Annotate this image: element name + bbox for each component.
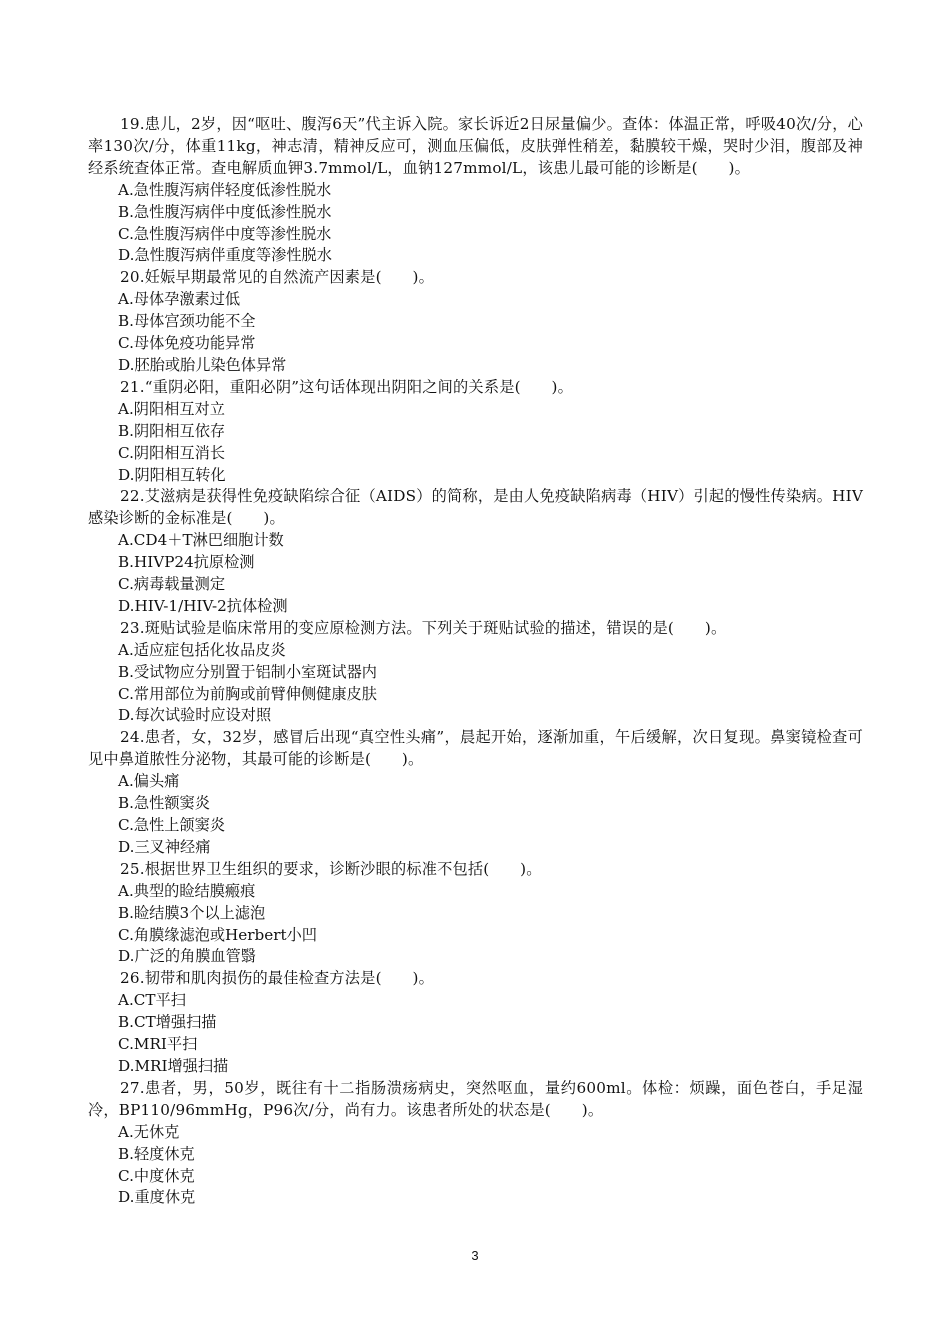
answer-option: D.广泛的角膜血管翳 (118, 947, 256, 966)
answer-option: B.急性腹泻病伴中度低渗性脱水 (118, 202, 332, 221)
answer-option: C.病毒载量测定 (118, 575, 226, 594)
question-block (88, 968, 863, 1078)
answer-option: D.MRI增强扫描 (118, 1056, 229, 1075)
question-stem: 22.艾滋病是获得性免疫缺陷综合征（AIDS）的简称，是由人免疫缺陷病毒（HIV）引起的慢性传染病。HIV感染诊断的金标准是( )。 (88, 487, 863, 528)
question-stem: 24.患者，女，32岁，感冒后出现“真空性头痛”，晨起开始，逐渐加重，午后缓解，次日复现。鼻窦镜检查可见中鼻道脓性分泌物，其最可能的诊断是( )。 (88, 728, 863, 769)
answer-option: C.常用部位为前胸或前臂伸侧健康皮肤 (118, 684, 377, 703)
answer-option: D.重度休克 (118, 1188, 196, 1207)
answer-option: A.CD4＋T淋巴细胞计数 (118, 531, 284, 550)
answer-option: B.睑结膜3个以上滤泡 (118, 903, 266, 922)
answer-option: B.CT增强扫描 (118, 1013, 217, 1032)
question-stem: 23.斑贴试验是临床常用的变应原检测方法。下列关于斑贴试验的描述，错误的是( )。 (120, 618, 727, 637)
answer-option: C.急性上颌窦炎 (118, 816, 226, 834)
question-stem: 27.患者，男，50岁，既往有十二指肠溃疡病史，突然呕血，量约600ml。体检：烦躁，面色苍白，手足湿冷，BP110/96mmHg，P96次/分，尚有力。该患者所处的状态是( )。 (88, 1078, 863, 1119)
exam-page-body (88, 114, 863, 1209)
page-number: 3 (471, 1248, 479, 1263)
answer-option: D.三叉神经痛 (118, 837, 211, 856)
answer-option: C.阴阳相互消长 (118, 443, 226, 462)
answer-option: D.胚胎或胎儿染色体异常 (118, 355, 287, 374)
answer-option: B.HIVP24抗原检测 (118, 553, 255, 572)
answer-option: A.偏头痛 (118, 772, 180, 791)
question-stem: 21.“重阴必阳，重阳必阴”这句话体现出阴阳之间的关系是( )。 (120, 377, 574, 396)
answer-option: D.HIV-1/HIV-2抗体检测 (118, 596, 288, 615)
answer-option: B.受试物应分别置于铝制小室斑试器内 (118, 662, 377, 681)
question-block (88, 114, 863, 267)
answer-option: D.急性腹泻病伴重度等渗性脱水 (118, 246, 332, 265)
answer-option: D.每次试验时应设对照 (118, 706, 272, 725)
answer-option: B.阴阳相互依存 (118, 421, 226, 440)
answer-option: A.母体孕激素过低 (118, 290, 241, 309)
answer-option: A.急性腹泻病伴轻度低渗性脱水 (118, 180, 332, 199)
answer-option: B.母体宫颈功能不全 (118, 312, 256, 331)
question-block (88, 618, 863, 728)
answer-option: C.母体免疫功能异常 (118, 334, 256, 353)
question-block (88, 377, 863, 487)
answer-option: A.典型的睑结膜瘢痕 (118, 881, 256, 900)
question-stem: 20.妊娠早期最常见的自然流产因素是( )。 (120, 268, 434, 287)
question-block (88, 486, 863, 617)
question-stem: 19.患儿，2岁，因“呕吐、腹泻6天”代主诉入院。家长诉近2日尿量偏少。查体：体温正常，呼吸40次/分，心率130次/分，体重11kg，神志清，精神反应可，测血压偏低，皮肤弹性稍差，黏膜较干燥，哭时少泪，腹部及神经系统查体正常。查电解质血钾3.7mmol/L，血钠127mmol/L，该患儿最可能的诊断是( )。 (88, 115, 863, 177)
answer-option: C.急性腹泻病伴中度等渗性脱水 (118, 224, 332, 243)
answer-option: C.中度休克 (118, 1166, 195, 1185)
answer-option: B.轻度休克 (118, 1144, 195, 1163)
question-stem: 25.根据世界卫生组织的要求，诊断沙眼的标准不包括( )。 (120, 859, 542, 878)
question-stem: 26.韧带和肌肉损伤的最佳检查方法是( )。 (120, 969, 434, 988)
answer-option: D.阴阳相互转化 (118, 465, 226, 484)
answer-option: A.CT平扫 (118, 991, 186, 1010)
question-block (88, 1078, 863, 1209)
answer-option: C.MRI平扫 (118, 1035, 198, 1054)
answer-option: B.急性额窦炎 (118, 794, 210, 813)
answer-option: C.角膜缘滤泡或Herbert小凹 (118, 925, 317, 944)
question-block (88, 859, 863, 969)
answer-option: A.无休克 (118, 1122, 180, 1141)
question-block (88, 727, 863, 858)
answer-option: A.适应症包括化妆品皮炎 (118, 640, 286, 659)
question-block (88, 267, 863, 377)
answer-option: A.阴阳相互对立 (118, 399, 225, 418)
